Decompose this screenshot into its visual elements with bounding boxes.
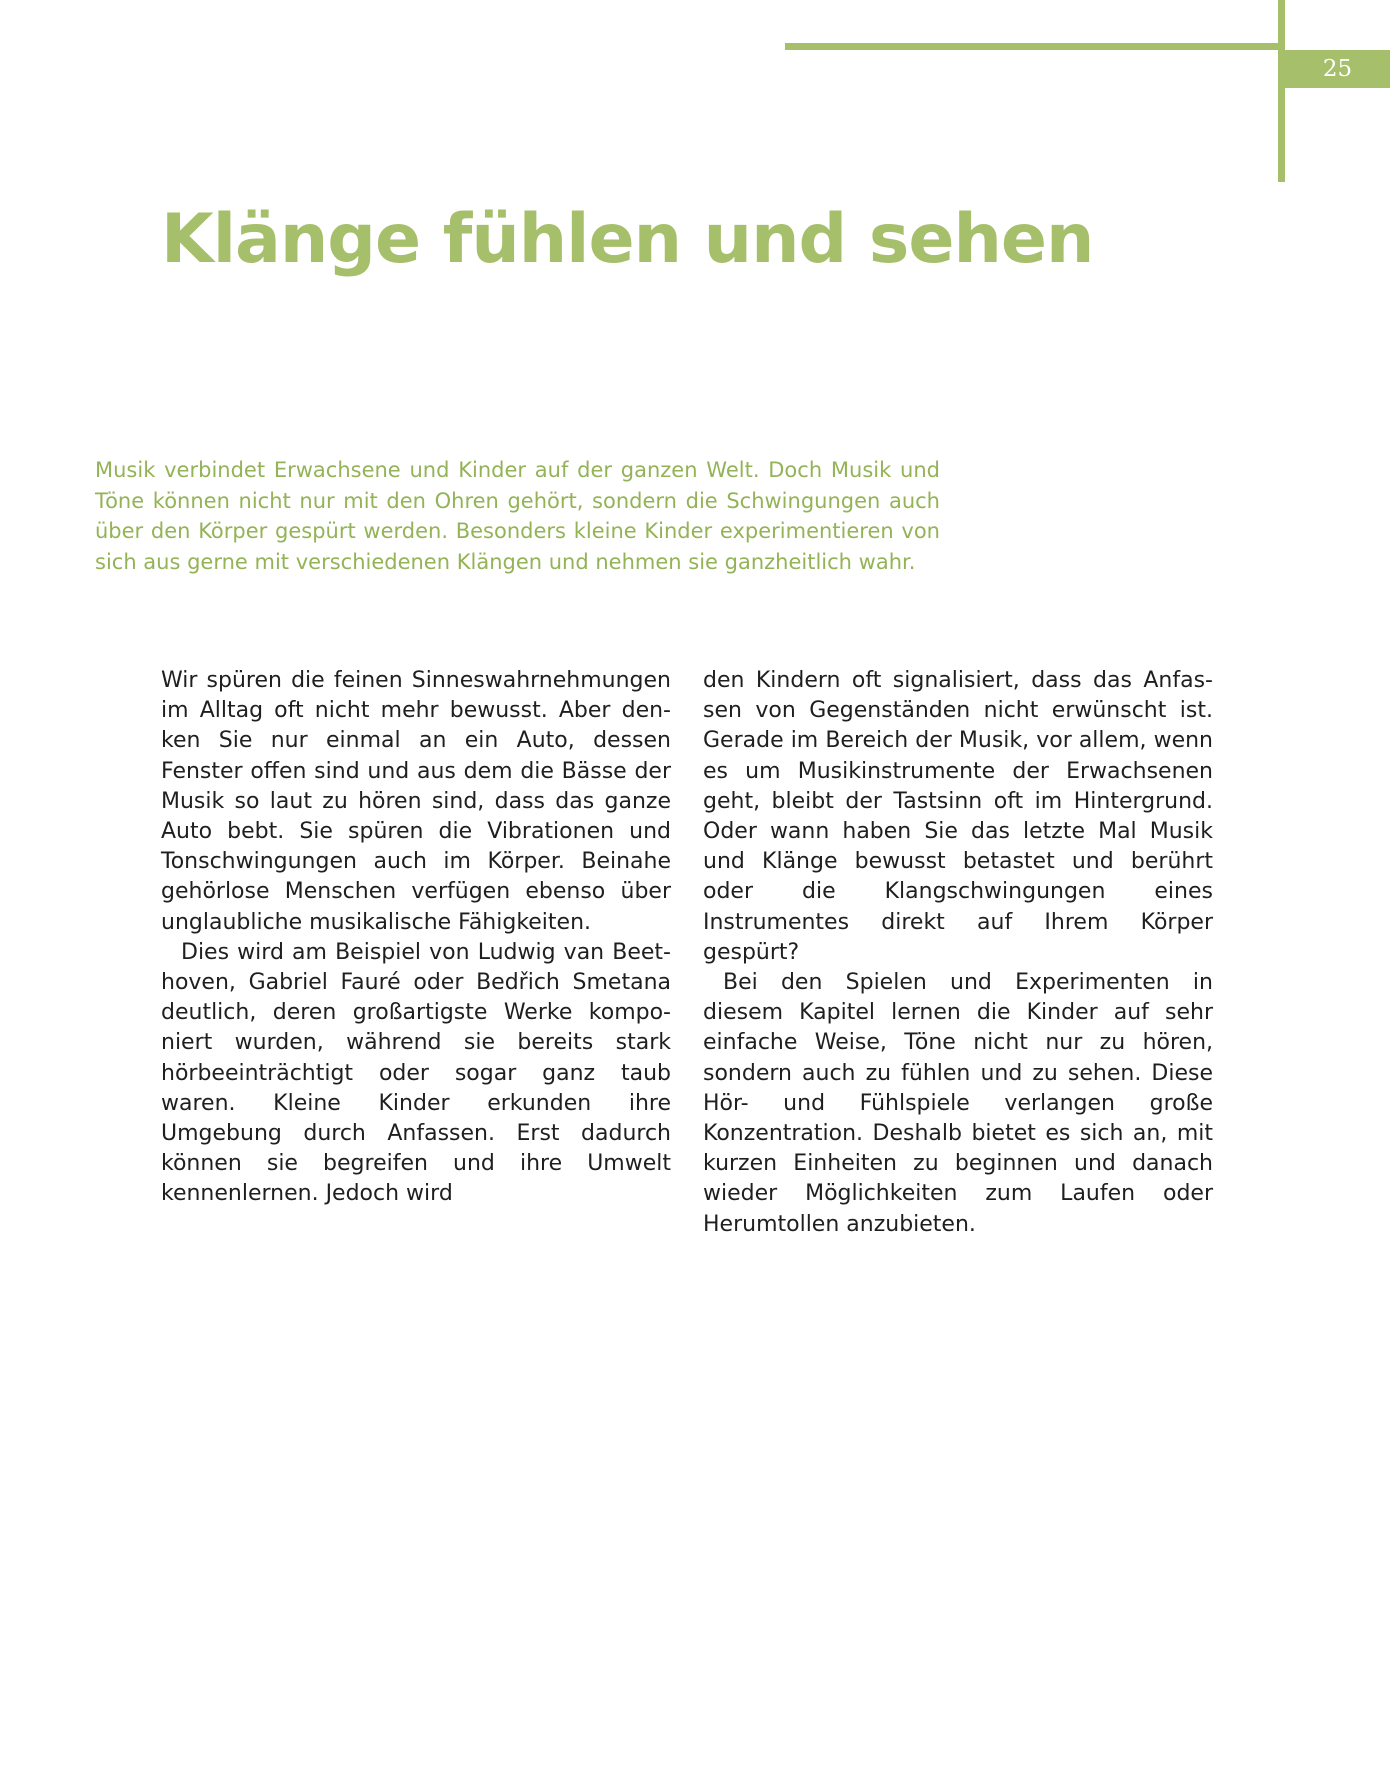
body-column-left bbox=[161, 666, 671, 1210]
header-rule-vertical bbox=[1278, 0, 1285, 182]
body-paragraph: Dies wird am Beispiel von Ludwig van Beethoven, Gabriel Fauré oder Bedřich Smetana deutlich, deren großartigste Werke komponiert wurden, während sie bereits stark hörbeeinträchtigt oder sogar ganz taub waren. Kleine Kinder erkunden ihre Umgebung durch Anfassen. Erst dadurch können sie begreifen und ihre Umwelt kennenlernen. Jedoch wird bbox=[161, 939, 671, 1207]
body-paragraph: Bei den Spielen und Experimenten in diesem Kapitel lernen die Kinder auf sehr einfache Weise, Töne nicht nur zu hören, sondern auch zu fühlen und zu sehen. Diese Hör- und Fühlspiele verlangen große Konzentration. Deshalb bietet es sich an, mit kurzen Einheiten zu beginnen und danach wieder Möglichkeiten zum Laufen oder Herumtollen anzubieten. bbox=[703, 970, 1213, 1237]
page-number: 25 bbox=[1285, 50, 1390, 88]
page-title: Klänge fühlen und sehen bbox=[161, 200, 1094, 279]
body-paragraph-continued: den Kindern oft signalisiert, dass das Anfassen von Gegenständen nicht erwünscht ist. Gerade im Bereich der Musik, vor allem, wenn es um Musikinstrumente der Erwachsenen geht, bleibt der Tastsinn oft im Hintergrund. Oder wann haben Sie das letzte Mal Musik und Klänge bewusst betastet und berührt oder die Klangschwingungen eines Instrumentes direkt auf Ihrem Körper gespürt? bbox=[703, 668, 1213, 965]
lead-paragraph: Musik verbindet Erwachsene und Kinder auf der ganzen Welt. Doch Musik und Töne können nicht nur mit den Ohren gehört, sondern die Schwingungen auch über den Körper gespürt werden. Besonders kleine Kinder experimentieren von sich aus gerne mit verschiedenen Klängen und nehmen sie ganzheitlich wahr. bbox=[95, 458, 940, 574]
body-column-right bbox=[703, 666, 1213, 1240]
header-rule-horizontal bbox=[785, 43, 1285, 50]
body-paragraph: Wir spüren die feinen Sinneswahrnehmungen im Alltag oft nicht mehr bewusst. Aber denken Sie nur einmal an ein Auto, dessen Fenster offen sind und aus dem die Bässe der Musik so laut zu hören sind, dass das ganze Auto bebt. Sie spüren die Vibrationen und Tonschwingungen auch im Körper. Beinahe gehörlose Menschen verfügen ebenso über unglaubliche musikalische Fähigkeiten. bbox=[161, 668, 671, 935]
